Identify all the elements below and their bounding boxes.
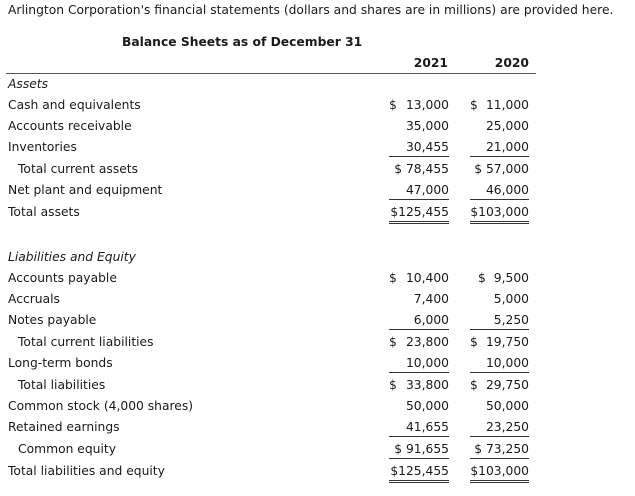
value-2020 — [470, 271, 529, 287]
value-text: 50,000 — [485, 399, 529, 413]
table-row — [0, 119, 635, 140]
value-2020 — [470, 420, 529, 437]
value-2021 — [389, 464, 449, 483]
dollar-sign: $ — [470, 335, 478, 349]
value-text: $125,455 — [390, 205, 449, 219]
value-text: 21,000 — [485, 140, 529, 154]
value-text: 33,800 — [405, 378, 449, 392]
value-text: 46,000 — [485, 183, 529, 197]
value-2021 — [389, 313, 449, 330]
assets-heading: Assets — [8, 77, 49, 91]
value-2021 — [389, 292, 449, 308]
dollar-sign: $ — [389, 378, 397, 392]
row-label: Net plant and equipment — [8, 183, 163, 197]
value-2021 — [389, 140, 449, 157]
dollar-sign: $ — [389, 335, 397, 349]
value-text: $103,000 — [470, 205, 529, 219]
value-2021 — [389, 356, 449, 373]
header-divider — [6, 73, 536, 74]
value-text: 6,000 — [413, 313, 449, 327]
row-label: Accounts receivable — [8, 119, 132, 133]
value-2020 — [470, 399, 529, 415]
value-text: 10,000 — [405, 356, 449, 370]
value-text: 29,750 — [485, 378, 529, 392]
value-2020 — [470, 98, 529, 114]
value-text: 23,800 — [405, 335, 449, 349]
value-2020 — [470, 140, 529, 157]
value-text: 19,750 — [485, 335, 529, 349]
value-2021 — [389, 420, 449, 437]
table-row — [0, 464, 635, 485]
value-text: 7,400 — [413, 292, 449, 306]
row-label: Total current liabilities — [18, 335, 154, 349]
table-row — [0, 140, 635, 161]
value-2020 — [470, 292, 529, 308]
value-text: 5,000 — [493, 292, 529, 306]
liabilities-heading-row — [0, 250, 635, 271]
row-label: Accounts payable — [8, 271, 117, 285]
value-2020 — [470, 162, 529, 178]
table-row — [0, 378, 635, 399]
row-label: Total assets — [8, 205, 80, 219]
row-label: Long-term bonds — [8, 356, 113, 370]
value-2021 — [389, 335, 449, 351]
statement-intro: Arlington Corporation's financial statements (dollars and shares are in millions) are provided here. — [8, 3, 614, 17]
value-text: 9,500 — [493, 271, 529, 285]
value-text: 10,400 — [405, 271, 449, 285]
dollar-sign: $ — [389, 271, 397, 285]
row-label: Common stock (4,000 shares) — [8, 399, 194, 413]
value-2021 — [389, 183, 449, 200]
year-header-2021: 2021 — [413, 56, 448, 70]
value-text: $ 73,250 — [474, 442, 529, 456]
table-row — [0, 420, 635, 441]
table-row — [0, 399, 635, 420]
table-row — [0, 313, 635, 334]
value-text: 10,000 — [485, 356, 529, 370]
row-label: Notes payable — [8, 313, 97, 327]
value-2021 — [389, 399, 449, 415]
value-2020 — [470, 119, 529, 135]
row-label: Total liabilities and equity — [8, 464, 165, 478]
dollar-sign: $ — [478, 271, 486, 285]
value-text: 30,455 — [405, 140, 449, 154]
row-label: Cash and equivalents — [8, 98, 141, 112]
value-text: 50,000 — [405, 399, 449, 413]
year-header-2020: 2020 — [494, 56, 529, 70]
value-2020 — [470, 183, 529, 200]
dollar-sign: $ — [470, 98, 478, 112]
value-text: 25,000 — [485, 119, 529, 133]
row-label: Total liabilities — [18, 378, 106, 392]
row-label: Accruals — [8, 292, 60, 306]
value-2020 — [470, 464, 529, 483]
row-label: Inventories — [8, 140, 77, 154]
balance-sheet-title: Balance Sheets as of December 31 — [122, 35, 363, 49]
value-text: 11,000 — [485, 98, 529, 112]
value-text: $103,000 — [470, 464, 529, 478]
value-2021 — [389, 271, 449, 287]
value-2020 — [470, 313, 529, 330]
value-text: 35,000 — [405, 119, 449, 133]
value-2020 — [470, 335, 529, 351]
liabilities-heading: Liabilities and Equity — [8, 250, 136, 264]
value-2021 — [389, 98, 449, 114]
table-row — [0, 292, 635, 313]
table-row — [0, 205, 635, 226]
table-row — [0, 98, 635, 119]
value-text: 13,000 — [405, 98, 449, 112]
table-row — [0, 442, 635, 463]
value-text: $ 78,455 — [394, 162, 449, 176]
value-2021 — [389, 378, 449, 394]
row-label: Common equity — [18, 442, 116, 456]
value-2020 — [470, 205, 529, 224]
value-2021 — [389, 442, 449, 459]
value-text: 47,000 — [405, 183, 449, 197]
value-2021 — [389, 162, 449, 178]
assets-heading-row — [0, 77, 635, 98]
value-text: 5,250 — [493, 313, 529, 327]
value-text: 41,655 — [405, 420, 449, 434]
value-2021 — [389, 119, 449, 135]
table-row — [0, 271, 635, 292]
value-text: $ 57,000 — [474, 162, 529, 176]
row-label: Total current assets — [18, 162, 139, 176]
dollar-sign: $ — [470, 378, 478, 392]
value-2021 — [389, 205, 449, 224]
value-2020 — [470, 442, 529, 459]
value-2020 — [470, 356, 529, 373]
table-row — [0, 335, 635, 356]
value-text: $125,455 — [390, 464, 449, 478]
table-row — [0, 162, 635, 183]
value-2020 — [470, 378, 529, 394]
table-row — [0, 356, 635, 377]
table-row — [0, 183, 635, 204]
value-text: $ 91,655 — [394, 442, 449, 456]
row-label: Retained earnings — [8, 420, 120, 434]
value-text: 23,250 — [485, 420, 529, 434]
dollar-sign: $ — [389, 98, 397, 112]
